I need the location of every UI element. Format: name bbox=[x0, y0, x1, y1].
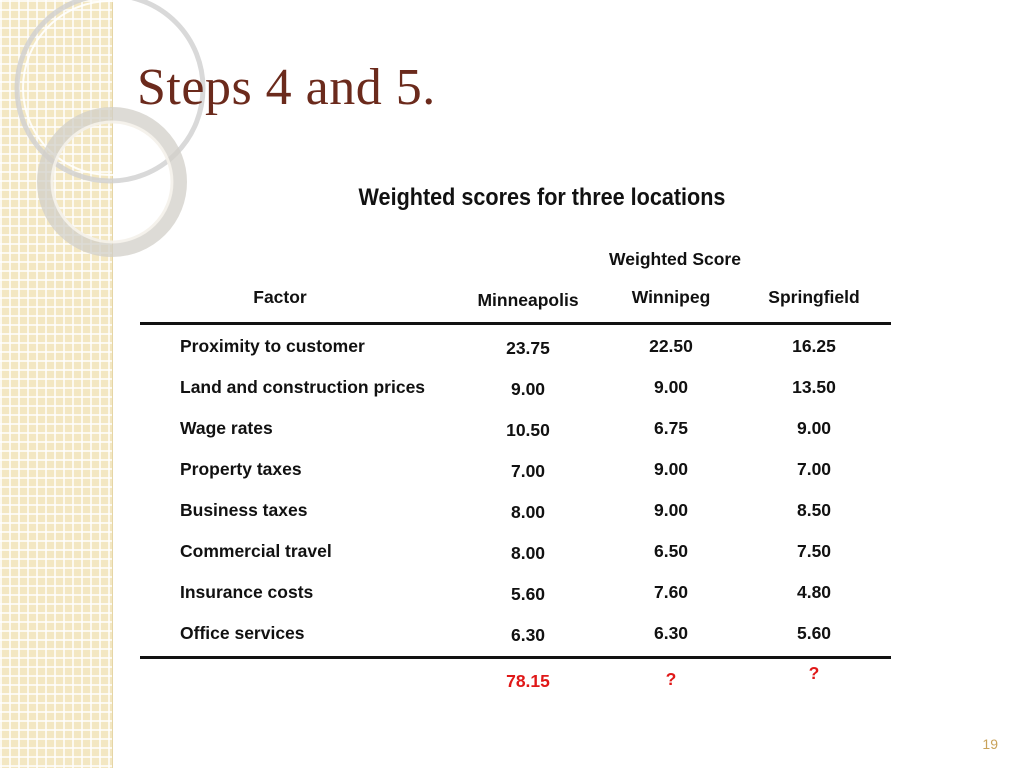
score-cell: 10.50 bbox=[506, 420, 550, 440]
factor-label: Commercial travel bbox=[180, 541, 332, 561]
score-cell: 9.00 bbox=[653, 500, 689, 520]
score-cell: 6.30 bbox=[653, 623, 689, 643]
score-cell: 9.00 bbox=[653, 459, 689, 479]
score-cell: 6.50 bbox=[653, 541, 689, 561]
score-cell: 8.00 bbox=[510, 502, 546, 522]
header-rule bbox=[140, 322, 891, 325]
total-minneapolis: 78.15 bbox=[506, 671, 550, 691]
score-cell: 22.50 bbox=[649, 336, 693, 356]
page-number: 19 bbox=[982, 736, 998, 752]
factor-label: Proximity to customer bbox=[180, 336, 365, 356]
score-cell: 7.00 bbox=[510, 461, 546, 481]
factor-label: Business taxes bbox=[180, 500, 308, 520]
score-cell: 5.60 bbox=[510, 584, 546, 604]
total-winnipeg: ? bbox=[665, 669, 677, 689]
slide-title: Steps 4 and 5. bbox=[137, 59, 436, 116]
score-cell: 7.60 bbox=[653, 582, 689, 602]
score-cell: 9.00 bbox=[510, 379, 546, 399]
score-cell: 4.80 bbox=[796, 582, 832, 602]
table-caption: Weighted scores for three locations bbox=[358, 184, 726, 211]
score-cell: 23.75 bbox=[506, 338, 550, 358]
factor-label: Insurance costs bbox=[180, 582, 314, 602]
score-cell: 8.50 bbox=[796, 500, 832, 520]
column-header-winnipeg: Winnipeg bbox=[631, 287, 711, 307]
score-cell: 6.75 bbox=[653, 418, 689, 438]
score-cell: 7.00 bbox=[796, 459, 832, 479]
score-cell: 9.00 bbox=[796, 418, 832, 438]
factor-label: Land and construction prices bbox=[180, 377, 426, 397]
factor-label: Office services bbox=[180, 623, 305, 643]
score-cell: 16.25 bbox=[792, 336, 836, 356]
weighted-score-group-header: Weighted Score bbox=[609, 249, 741, 269]
totals-rule bbox=[140, 656, 891, 659]
score-cell: 7.50 bbox=[796, 541, 832, 561]
decorative-rings bbox=[0, 0, 300, 300]
score-cell: 5.60 bbox=[796, 623, 832, 643]
factor-label: Property taxes bbox=[180, 459, 302, 479]
factor-column-header: Factor bbox=[253, 287, 307, 307]
score-cell: 6.30 bbox=[510, 625, 546, 645]
score-cell: 13.50 bbox=[792, 377, 836, 397]
score-cell: 8.00 bbox=[510, 543, 546, 563]
factor-label: Wage rates bbox=[180, 418, 273, 438]
column-header-springfield: Springfield bbox=[768, 287, 860, 307]
total-springfield: ? bbox=[808, 663, 820, 683]
score-cell: 9.00 bbox=[653, 377, 689, 397]
column-header-minneapolis: Minneapolis bbox=[477, 290, 579, 310]
